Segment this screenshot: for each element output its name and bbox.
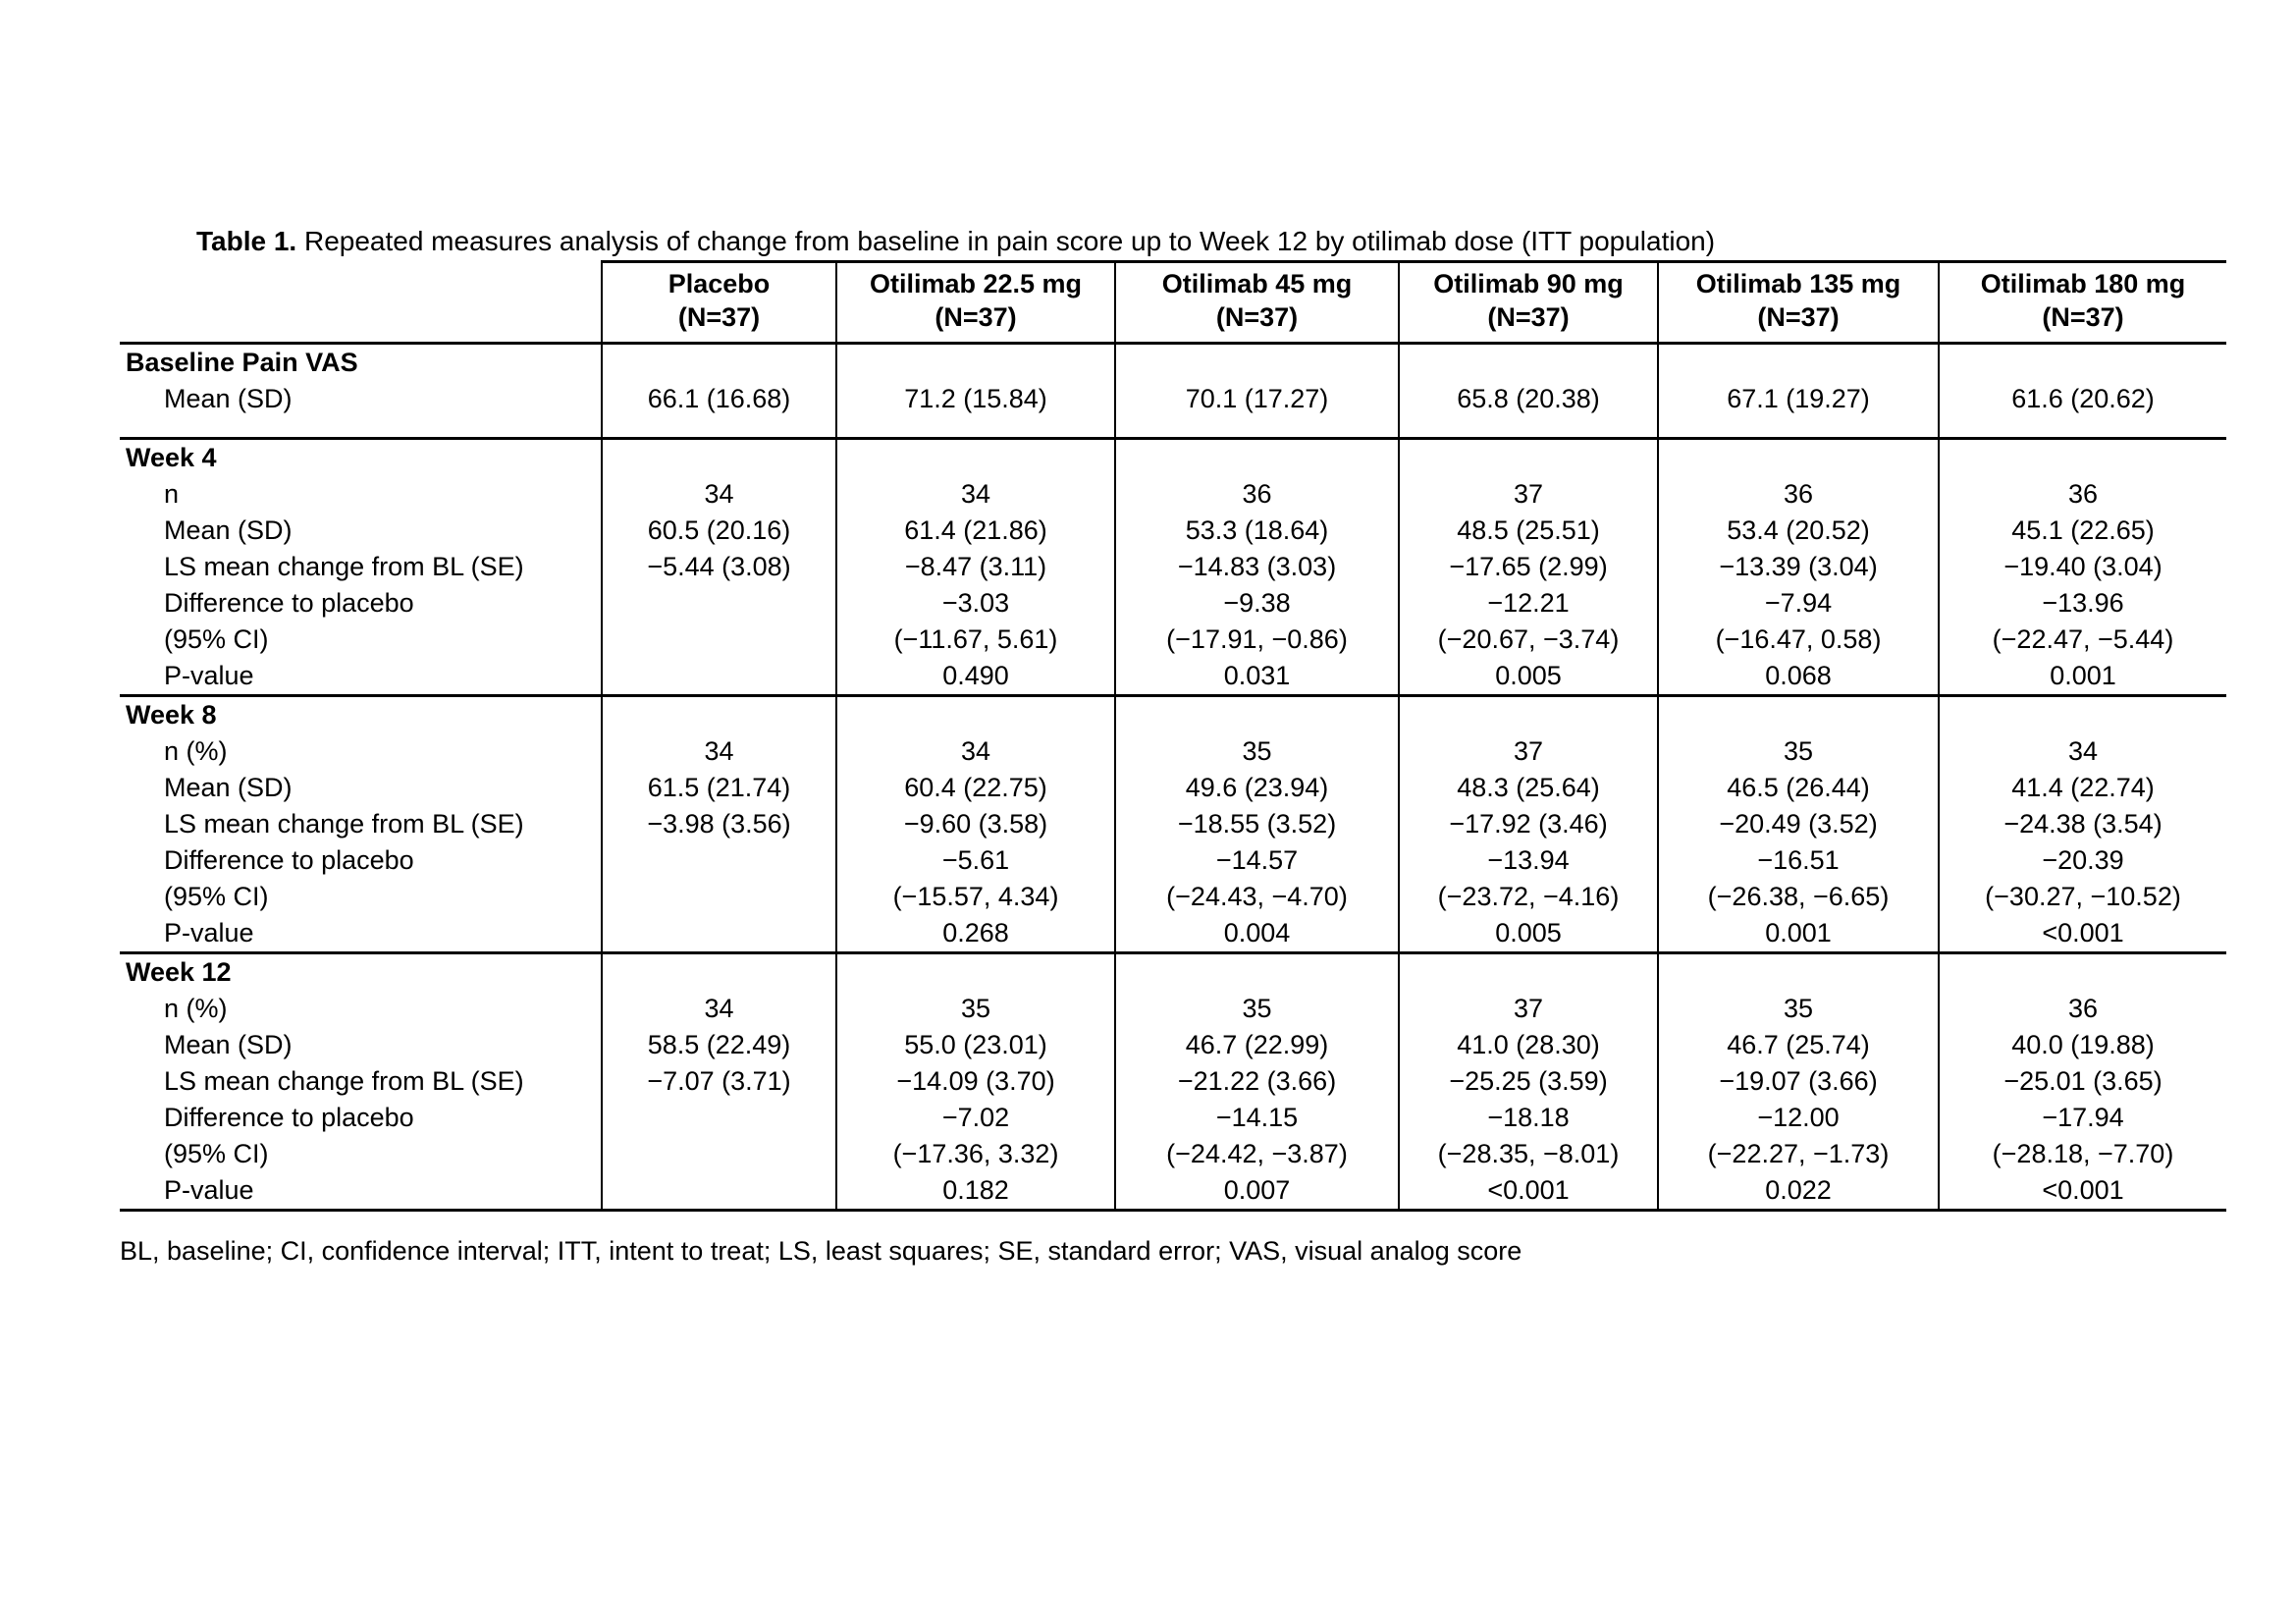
- row-label: n: [164, 479, 180, 509]
- table-row: [120, 476, 2226, 513]
- data-cell: 0.005: [1399, 658, 1658, 696]
- data-cell: (−16.47, 0.58): [1658, 622, 1939, 658]
- column-header-line1: Placebo: [667, 269, 771, 298]
- row-label: Mean (SD): [164, 1030, 293, 1059]
- data-cell: 58.5 (22.49): [602, 1027, 836, 1063]
- table-row: [120, 879, 2226, 915]
- column-header-line2: (N=37): [677, 302, 761, 332]
- data-cell: 36: [1939, 476, 2226, 513]
- data-cell: 61.5 (21.74): [602, 770, 836, 806]
- data-cell: (−28.18, −7.70): [1939, 1136, 2226, 1172]
- data-cell: −24.38 (3.54): [1939, 806, 2226, 842]
- empty-cell: [836, 953, 1115, 992]
- data-cell: −7.02: [836, 1100, 1115, 1136]
- data-cell: 0.182: [836, 1172, 1115, 1211]
- data-cell: −25.01 (3.65): [1939, 1063, 2226, 1100]
- column-header-otilimab-90: [1399, 262, 1658, 344]
- data-cell: −14.09 (3.70): [836, 1063, 1115, 1100]
- data-cell: (−15.57, 4.34): [836, 879, 1115, 915]
- row-label: LS mean change from BL (SE): [164, 552, 524, 581]
- data-cell: 36: [1115, 476, 1399, 513]
- row-label: P-value: [164, 918, 254, 947]
- data-cell: (−22.27, −1.73): [1658, 1136, 1939, 1172]
- empty-cell: [836, 439, 1115, 477]
- data-cell: −12.00: [1658, 1100, 1939, 1136]
- data-cell: −3.03: [836, 585, 1115, 622]
- section-header-row: [120, 696, 2226, 734]
- column-header-otilimab-22-5: [836, 262, 1115, 344]
- data-cell: [602, 842, 836, 879]
- data-cell: [602, 879, 836, 915]
- table-row: [120, 991, 2226, 1027]
- data-cell: 37: [1399, 476, 1658, 513]
- data-cell: 53.4 (20.52): [1658, 513, 1939, 549]
- column-header-line2: (N=37): [1487, 302, 1570, 332]
- section-label: Week 4: [120, 439, 602, 477]
- data-cell: (−30.27, −10.52): [1939, 879, 2226, 915]
- data-cell: −16.51: [1658, 842, 1939, 879]
- empty-cell: [836, 344, 1115, 382]
- empty-cell: [1658, 696, 1939, 734]
- table-footnote: BL, baseline; CI, confidence interval; ITT, intent to treat; LS, least squares; SE, standard error; VAS, visual analog score: [120, 1236, 1522, 1266]
- data-cell: [602, 622, 836, 658]
- row-label: n (%): [164, 736, 228, 766]
- table-row: [120, 549, 2226, 585]
- data-cell: (−17.91, −0.86): [1115, 622, 1399, 658]
- table-row: [120, 842, 2226, 879]
- row-label: LS mean change from BL (SE): [164, 1066, 524, 1096]
- column-header-line2: (N=37): [1757, 302, 1840, 332]
- data-cell: (−24.42, −3.87): [1115, 1136, 1399, 1172]
- empty-cell: [1399, 344, 1658, 382]
- table-row: [120, 658, 2226, 696]
- row-label: (95% CI): [164, 882, 269, 911]
- table-title-text: Repeated measures analysis of change from baseline in pain score up to Week 12 by otilimab dose (ITT population): [296, 226, 1716, 256]
- data-cell: 41.0 (28.30): [1399, 1027, 1658, 1063]
- table-row: [120, 1172, 2226, 1211]
- section-header-row: [120, 344, 2226, 382]
- data-cell: 40.0 (19.88): [1939, 1027, 2226, 1063]
- data-cell: <0.001: [1399, 1172, 1658, 1211]
- table-row: [120, 1063, 2226, 1100]
- column-header-line1: Otilimab 180 mg: [1980, 269, 2186, 298]
- column-header-placebo: [602, 262, 836, 344]
- empty-cell: [1658, 953, 1939, 992]
- data-cell: 34: [836, 476, 1115, 513]
- data-cell: −14.83 (3.03): [1115, 549, 1399, 585]
- data-cell: −17.94: [1939, 1100, 2226, 1136]
- column-header-otilimab-45: [1115, 262, 1399, 344]
- data-cell: 65.8 (20.38): [1399, 381, 1658, 439]
- data-cell: 48.5 (25.51): [1399, 513, 1658, 549]
- table-row: [120, 806, 2226, 842]
- data-cell: 0.268: [836, 915, 1115, 953]
- data-cell: 0.022: [1658, 1172, 1939, 1211]
- data-cell: 0.001: [1939, 658, 2226, 696]
- table-row: [120, 1027, 2226, 1063]
- column-header-line1: Otilimab 90 mg: [1433, 269, 1624, 298]
- data-cell: 37: [1399, 991, 1658, 1027]
- results-table-container: [120, 260, 2226, 1212]
- table-row: [120, 381, 2226, 439]
- empty-cell: [836, 696, 1115, 734]
- table-row: [120, 1100, 2226, 1136]
- column-header-line2: (N=37): [2042, 302, 2124, 332]
- table-header: [120, 262, 2226, 344]
- empty-cell: [1115, 439, 1399, 477]
- row-label: (95% CI): [164, 1139, 269, 1168]
- section-header-row: [120, 953, 2226, 992]
- empty-cell: [602, 696, 836, 734]
- row-label: Mean (SD): [164, 515, 293, 545]
- data-cell: (−24.43, −4.70): [1115, 879, 1399, 915]
- table-title: [196, 224, 1715, 259]
- data-cell: 36: [1939, 991, 2226, 1027]
- column-header-line1: Otilimab 45 mg: [1161, 269, 1353, 298]
- data-cell: −14.15: [1115, 1100, 1399, 1136]
- data-cell: 70.1 (17.27): [1115, 381, 1399, 439]
- row-label: Difference to placebo: [164, 845, 414, 875]
- data-cell: −25.25 (3.59): [1399, 1063, 1658, 1100]
- data-cell: (−11.67, 5.61): [836, 622, 1115, 658]
- table-title-label: Table 1.: [196, 226, 297, 256]
- data-cell: 49.6 (23.94): [1115, 770, 1399, 806]
- data-cell: −20.39: [1939, 842, 2226, 879]
- data-cell: 60.5 (20.16): [602, 513, 836, 549]
- data-cell: 48.3 (25.64): [1399, 770, 1658, 806]
- data-cell: <0.001: [1939, 1172, 2226, 1211]
- header-row: [120, 262, 2226, 344]
- empty-cell: [1115, 953, 1399, 992]
- table-body: [120, 344, 2226, 1211]
- data-cell: [602, 585, 836, 622]
- data-cell: 60.4 (22.75): [836, 770, 1115, 806]
- data-cell: 61.6 (20.62): [1939, 381, 2226, 439]
- data-cell: −13.94: [1399, 842, 1658, 879]
- data-cell: −8.47 (3.11): [836, 549, 1115, 585]
- empty-cell: [1939, 439, 2226, 477]
- data-cell: 35: [1115, 733, 1399, 770]
- table-row: [120, 1136, 2226, 1172]
- data-cell: 35: [1658, 733, 1939, 770]
- data-cell: 0.007: [1115, 1172, 1399, 1211]
- row-label: LS mean change from BL (SE): [164, 809, 524, 839]
- data-cell: 0.004: [1115, 915, 1399, 953]
- data-cell: 36: [1658, 476, 1939, 513]
- data-cell: 0.001: [1658, 915, 1939, 953]
- data-cell: 34: [1939, 733, 2226, 770]
- row-label: Difference to placebo: [164, 588, 414, 618]
- empty-cell: [1658, 344, 1939, 382]
- row-label: Difference to placebo: [164, 1103, 414, 1132]
- data-cell: 67.1 (19.27): [1658, 381, 1939, 439]
- data-cell: −18.18: [1399, 1100, 1658, 1136]
- data-cell: 61.4 (21.86): [836, 513, 1115, 549]
- row-label: Mean (SD): [164, 773, 293, 802]
- data-cell: 37: [1399, 733, 1658, 770]
- row-label: P-value: [164, 661, 254, 690]
- header-stub-cell: [120, 262, 602, 344]
- table-row: [120, 733, 2226, 770]
- empty-cell: [602, 439, 836, 477]
- empty-cell: [1399, 953, 1658, 992]
- data-cell: 34: [602, 733, 836, 770]
- data-cell: −3.98 (3.56): [602, 806, 836, 842]
- empty-cell: [1658, 439, 1939, 477]
- data-cell: 45.1 (22.65): [1939, 513, 2226, 549]
- section-label: Week 12: [120, 953, 602, 992]
- data-cell: 46.5 (26.44): [1658, 770, 1939, 806]
- data-cell: 34: [836, 733, 1115, 770]
- table-row: [120, 622, 2226, 658]
- empty-cell: [602, 953, 836, 992]
- data-cell: [602, 1172, 836, 1211]
- data-cell: 55.0 (23.01): [836, 1027, 1115, 1063]
- data-cell: [602, 1100, 836, 1136]
- data-cell: −7.07 (3.71): [602, 1063, 836, 1100]
- row-label: n (%): [164, 994, 228, 1023]
- data-cell: −5.61: [836, 842, 1115, 879]
- empty-cell: [1939, 696, 2226, 734]
- data-cell: 34: [602, 991, 836, 1027]
- column-header-line1: Otilimab 135 mg: [1695, 269, 1901, 298]
- data-cell: (−22.47, −5.44): [1939, 622, 2226, 658]
- data-cell: −9.38: [1115, 585, 1399, 622]
- empty-cell: [1115, 344, 1399, 382]
- data-cell: 0.031: [1115, 658, 1399, 696]
- data-cell: 35: [1658, 991, 1939, 1027]
- data-cell: 41.4 (22.74): [1939, 770, 2226, 806]
- data-cell: <0.001: [1939, 915, 2226, 953]
- data-cell: −9.60 (3.58): [836, 806, 1115, 842]
- section-label: Week 8: [120, 696, 602, 734]
- data-cell: −17.92 (3.46): [1399, 806, 1658, 842]
- column-header-otilimab-180: [1939, 262, 2226, 344]
- data-cell: 0.068: [1658, 658, 1939, 696]
- data-cell: [602, 1136, 836, 1172]
- data-cell: −14.57: [1115, 842, 1399, 879]
- data-cell: 35: [1115, 991, 1399, 1027]
- data-cell: [602, 915, 836, 953]
- column-header-otilimab-135: [1658, 262, 1939, 344]
- data-cell: (−28.35, −8.01): [1399, 1136, 1658, 1172]
- data-cell: −20.49 (3.52): [1658, 806, 1939, 842]
- data-cell: 53.3 (18.64): [1115, 513, 1399, 549]
- empty-cell: [1399, 439, 1658, 477]
- table-row: [120, 770, 2226, 806]
- data-cell: (−17.36, 3.32): [836, 1136, 1115, 1172]
- results-table: [120, 260, 2226, 1212]
- table-row: [120, 585, 2226, 622]
- data-cell: −21.22 (3.66): [1115, 1063, 1399, 1100]
- data-cell: −7.94: [1658, 585, 1939, 622]
- empty-cell: [1939, 953, 2226, 992]
- row-label: Mean (SD): [164, 384, 293, 413]
- table-row: [120, 915, 2226, 953]
- column-header-line2: (N=37): [1215, 302, 1299, 332]
- empty-cell: [1939, 344, 2226, 382]
- data-cell: −19.07 (3.66): [1658, 1063, 1939, 1100]
- data-cell: 35: [836, 991, 1115, 1027]
- data-cell: (−26.38, −6.65): [1658, 879, 1939, 915]
- section-header-row: [120, 439, 2226, 477]
- empty-cell: [602, 344, 836, 382]
- data-cell: −19.40 (3.04): [1939, 549, 2226, 585]
- table-row: [120, 513, 2226, 549]
- column-header-line2: (N=37): [934, 302, 1017, 332]
- data-cell: −13.39 (3.04): [1658, 549, 1939, 585]
- data-cell: −17.65 (2.99): [1399, 549, 1658, 585]
- data-cell: 34: [602, 476, 836, 513]
- data-cell: 0.005: [1399, 915, 1658, 953]
- data-cell: −12.21: [1399, 585, 1658, 622]
- data-cell: 66.1 (16.68): [602, 381, 836, 439]
- data-cell: 46.7 (22.99): [1115, 1027, 1399, 1063]
- data-cell: (−20.67, −3.74): [1399, 622, 1658, 658]
- data-cell: 46.7 (25.74): [1658, 1027, 1939, 1063]
- data-cell: −18.55 (3.52): [1115, 806, 1399, 842]
- data-cell: 71.2 (15.84): [836, 381, 1115, 439]
- data-cell: (−23.72, −4.16): [1399, 879, 1658, 915]
- section-label: Baseline Pain VAS: [126, 348, 358, 377]
- data-cell: −13.96: [1939, 585, 2226, 622]
- data-cell: 0.490: [836, 658, 1115, 696]
- data-cell: −5.44 (3.08): [602, 549, 836, 585]
- row-label: P-value: [120, 1172, 602, 1211]
- empty-cell: [1399, 696, 1658, 734]
- row-label: (95% CI): [164, 624, 269, 654]
- column-header-line1: Otilimab 22.5 mg: [869, 269, 1083, 298]
- data-cell: [602, 658, 836, 696]
- empty-cell: [1115, 696, 1399, 734]
